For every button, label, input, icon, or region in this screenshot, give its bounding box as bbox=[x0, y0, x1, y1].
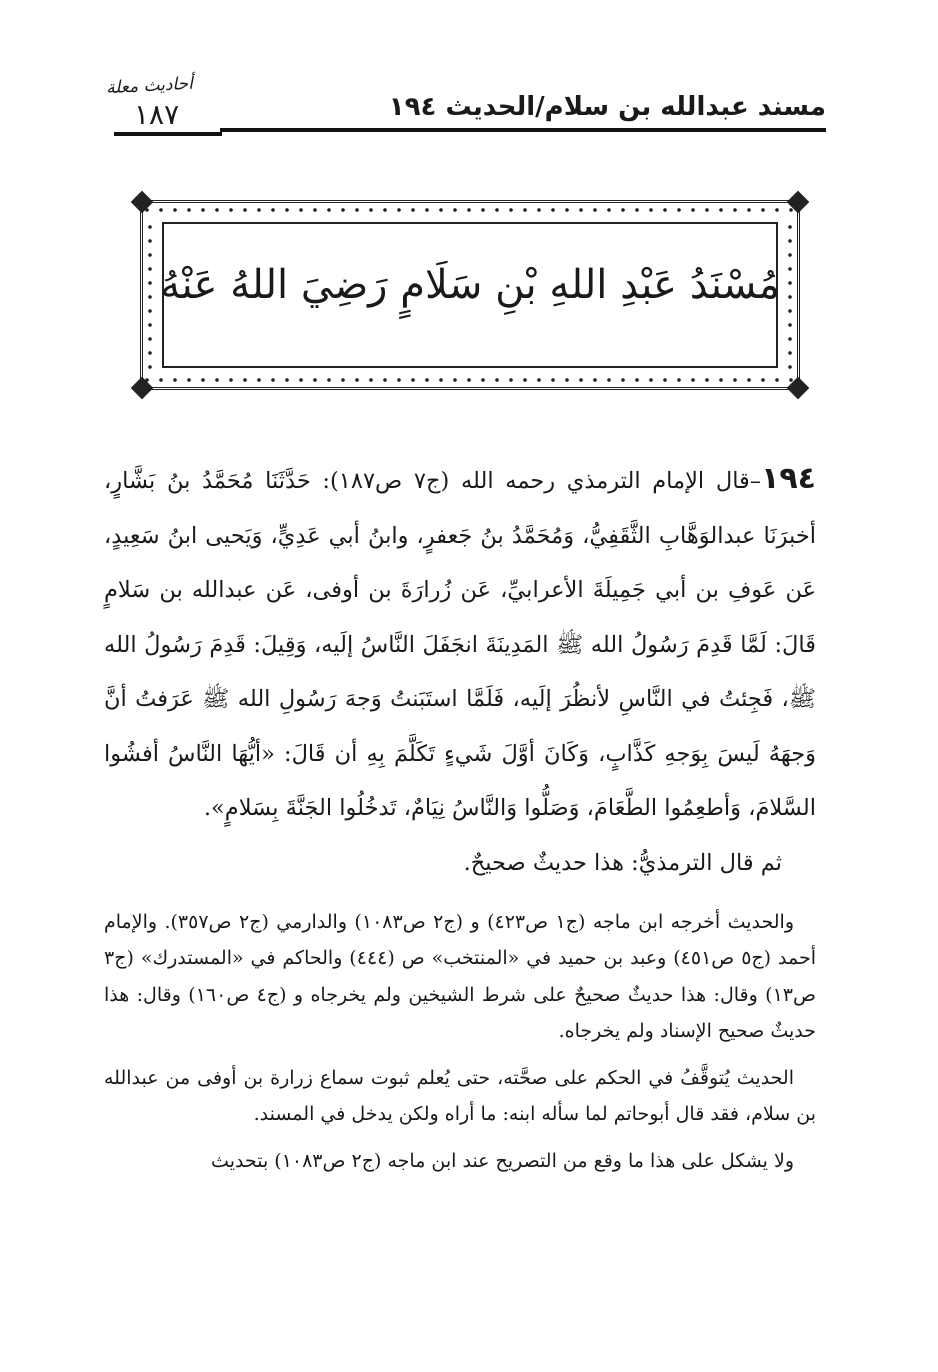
grading-paragraph: الحديث يُتوقَّفُ في الحكم على صحَّته، حتى يُعلم ثبوت سماع زرارة بن أوفى من عبدالله بن سلام، فقد قال أبوحاتم لما سأله ابنه: ما أراه ولكن يدخل في المسند. bbox=[104, 1066, 816, 1125]
running-title: مسند عبدالله بن سلام/الحديث ١٩٤ bbox=[388, 92, 826, 122]
ornamental-title-frame bbox=[140, 200, 800, 390]
hadith-number: ١٩٤ bbox=[761, 461, 816, 496]
header-rule bbox=[220, 128, 826, 132]
frame-ornament-bottom bbox=[140, 376, 800, 384]
continuation-paragraph: ولا يشكل على هذا ما وقع من التصريح عند ابن ماجه (ج٢ ص١٠٨٣) بتحديث bbox=[211, 1149, 794, 1172]
section-title: مُسْنَدُ عَبْدِ اللهِ بْنِ سَلَامٍ رَضِيَ اللهُ عَنْهُ bbox=[160, 262, 780, 308]
page-number-block bbox=[96, 73, 226, 140]
hadith-text: –قال الإمام الترمذي رحمه الله (ج٧ ص١٨٧): حَدَّثَنَا مُحَمَّدُ بنُ بَشَّارٍ، أخبرَنَا عبدالوَهَّابِ الثَّقَفِيُّ، وَمُحَمَّدُ بنُ جَعفرٍ، وابنُ أبي عَدِيٍّ، وَيَحيى ابنُ سَعِيدٍ، عَن عَوفِ بن أبي جَمِيلَةَ الأعرابيِّ، عَن زُرارَةَ بن أوفى، عَن عبدالله بن سَلامٍ قَالَ: لَمَّا قَدِمَ رَسُولُ الله ﷺ المَدِينَةَ انجَفَلَ النَّاسُ إلَيه، وَقِيلَ: قَدِمَ رَسُولُ الله ﷺ، فَجِئتُ في النَّاسِ لأنظُرَ إلَيه، فَلَمَّا استَبَنتُ وَجهَ رَسُولِ الله ﷺ عَرَفتُ أنَّ وَجهَهُ لَيسَ بِوَجهِ كَذَّابٍ، وَكَانَ أوَّلَ شَيءٍ تَكَلَّمَ بِهِ أن قَالَ: «أيُّهَا النَّاسُ أفشُوا السَّلامَ، وَأطعِمُوا الطَّعَامَ، وَصَلُّوا وَالنَّاسُ نِيَامٌ، تَدخُلُوا الجَنَّةَ بِسَلامٍ». bbox=[104, 468, 816, 821]
page-number: ١٨٧ bbox=[134, 98, 180, 131]
page-number-underline bbox=[114, 132, 222, 136]
takhrij-paragraph: والحديث أخرجه ابن ماجه (ج١ ص٤٢٣) و (ج٢ ص١٠٨٣) والدارمي (ج٢ ص٣٥٧). والإمام أحمد (ج٥ ص٤٥١) وعبد بن حميد في «المنتخب» ص (٤٤٤) والحاكم في «المستدرك» (ج٣ ص١٣) وقال: هذا حديثٌ صحيحٌ على شرط الشيخين ولم يخرجاه و (ج٤ ص١٦٠) وقال: هذا حديثٌ صحيح الإسناد ولم يخرجاه. bbox=[104, 910, 817, 1042]
main-content bbox=[104, 452, 816, 1189]
handwritten-note: أحاديث معلة bbox=[105, 73, 194, 99]
page-header bbox=[96, 73, 826, 140]
tirmidhi-verdict: ثم قال الترمذيُّ: هذا حديثٌ صحيحٌ. bbox=[463, 849, 782, 876]
frame-ornament-top bbox=[140, 206, 800, 214]
commentary bbox=[104, 904, 816, 1180]
hadith-paragraph bbox=[104, 452, 816, 836]
